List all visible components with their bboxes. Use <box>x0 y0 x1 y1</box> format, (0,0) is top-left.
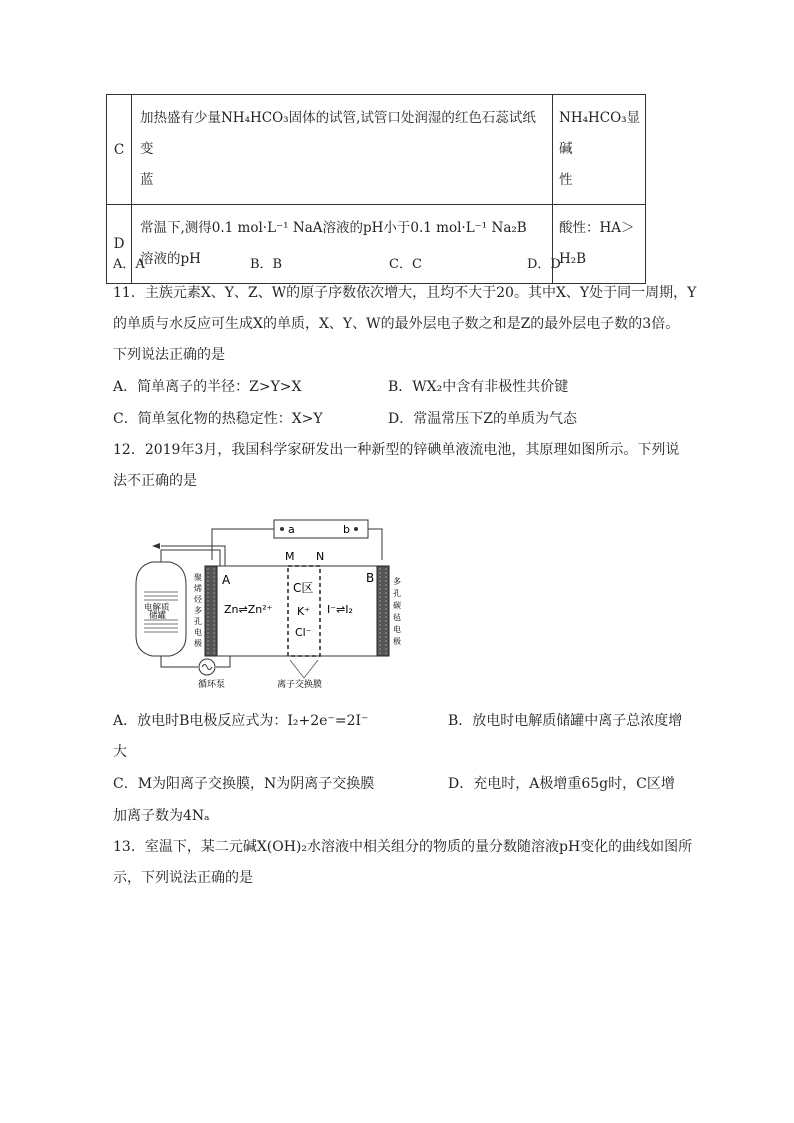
left-electrode-char: 电 <box>194 628 202 637</box>
q11-stem-line2: 的单质与水反应可生成X的单质，X、Y、W的最外层电子数之和是Z的最外层电子数的3倍。 <box>113 316 680 332</box>
q12-option-d-line2: 加离子数为4Nₐ <box>113 808 210 824</box>
label-electrode-a: A <box>222 573 231 587</box>
table-row <box>107 95 646 205</box>
conclusion-line: NH₄HCO₃显碱 <box>559 110 641 157</box>
q10-options-table <box>106 94 646 284</box>
q11-stem-line1: 11．主族元素X、Y、Z、W的原子序数依次增大，且均不大于20。其中X、Y处于同一周期，Y <box>113 285 697 301</box>
q12-option-c: C．M为阳离子交换膜，N为阴离子交换膜 <box>113 776 375 792</box>
left-electrode-char: 多 <box>194 606 202 615</box>
pipe-bottom-left <box>161 664 198 667</box>
q13-stem-line2: 示，下列说法正确的是 <box>113 870 253 886</box>
q11-option-c: C．简单氢化物的热稳定性：X>Y <box>113 411 323 427</box>
choice-c: C．C <box>389 257 422 272</box>
wire-left <box>212 529 274 560</box>
left-electrode-char: 孔 <box>194 617 202 626</box>
flow-arrow-icon <box>152 543 160 549</box>
label-m: M <box>285 550 295 563</box>
q12-stem-line1: 12．2019年3月，我国科学家研发出一种新型的锌碘单液流电池，其原理如图所示。下列说 <box>113 442 680 458</box>
row-description <box>132 95 553 205</box>
terminal-b-dot <box>354 527 358 531</box>
conclusion-line: H₂B <box>559 251 587 267</box>
conclusion-line: 性 <box>559 172 573 188</box>
right-electrode-char: 孔 <box>393 589 401 598</box>
pump-label: 循环泵 <box>198 680 226 690</box>
conclusion-line: 酸性：HA＞ <box>559 220 635 236</box>
choice-b: B．B <box>250 257 283 272</box>
right-electrode-char: 毡 <box>393 613 401 622</box>
tank-label-line2: 储罐 <box>149 611 167 621</box>
left-electrode-char: 烯 <box>194 584 202 593</box>
choice-d: D．D <box>527 257 561 272</box>
membrane-label: 离子交换膜 <box>277 680 323 690</box>
q12-stem-line2: 法不正确的是 <box>113 473 197 489</box>
q11-option-a: A．简单离子的半径：Z>Y>X <box>113 379 302 395</box>
right-electrode-char: 极 <box>393 637 401 646</box>
left-electrode-char: 聚 <box>194 573 202 582</box>
wire-right <box>368 529 382 560</box>
right-electrode-char: 电 <box>393 625 401 634</box>
row-label: C <box>107 95 132 205</box>
q11-stem-line3: 下列说法正确的是 <box>113 347 225 363</box>
pipe-bottom-right <box>216 656 230 667</box>
row-conclusion <box>553 205 646 284</box>
terminal-a-label: a <box>288 523 295 536</box>
zinc-iodine-battery-diagram <box>130 512 420 690</box>
iodine-equilibrium: I⁻⇌I₂ <box>327 603 353 616</box>
terminal-a-dot <box>280 527 284 531</box>
choice-a: A．A <box>113 257 145 272</box>
desc-line: 溶液的pH <box>140 251 201 267</box>
left-electrode <box>205 566 217 656</box>
label-n: N <box>316 550 325 563</box>
q13-stem-line1: 13．室温下，某二元碱X(OH)₂水溶液中相关组分的物质的量分数随溶液pH变化的曲线如图所 <box>113 839 693 855</box>
left-electrode-char: 烃 <box>194 595 202 604</box>
k-ion-label: K⁺ <box>297 605 311 618</box>
row-description <box>132 205 553 284</box>
right-electrode-char: 多 <box>393 577 401 586</box>
desc-line: 常温下,测得0.1 mol·L⁻¹ NaA溶液的pH小于0.1 mol·L⁻¹ Na₂B <box>140 220 527 236</box>
desc-line: 蓝 <box>140 172 154 188</box>
q12-option-a: A．放电时B电极反应式为：I₂+2e⁻=2I⁻ <box>113 713 369 729</box>
left-electrode-char: 极 <box>194 639 202 648</box>
zn-equilibrium: Zn⇌Zn²⁺ <box>224 603 273 616</box>
q12-option-d-line1: D．充电时，A极增重65g时，C区增 <box>448 776 675 792</box>
right-electrode <box>377 566 389 656</box>
c-zone-label: C区 <box>293 581 314 595</box>
q12-option-b-line1: B．放电时电解质储罐中离子总浓度增 <box>448 713 683 729</box>
row-label: D <box>107 205 132 284</box>
q12-option-b-line2: 大 <box>113 744 127 760</box>
membrane-pointer <box>290 660 318 678</box>
tank-label-line1: 电解质 <box>144 603 170 613</box>
label-electrode-b: B <box>366 571 375 585</box>
table-row <box>107 205 646 284</box>
desc-line: 加热盛有少量NH₄HCO₃固体的试管,试管口处润湿的红色石蕊试纸变 <box>140 110 536 157</box>
terminal-b-label: b <box>343 523 350 536</box>
row-conclusion <box>553 95 646 205</box>
q11-option-d: D．常温常压下Z的单质为气态 <box>388 411 577 427</box>
q11-option-b: B．WX₂中含有非极性共价键 <box>388 379 569 395</box>
cl-ion-label: Cl⁻ <box>295 626 312 639</box>
right-electrode-char: 碳 <box>393 601 401 610</box>
